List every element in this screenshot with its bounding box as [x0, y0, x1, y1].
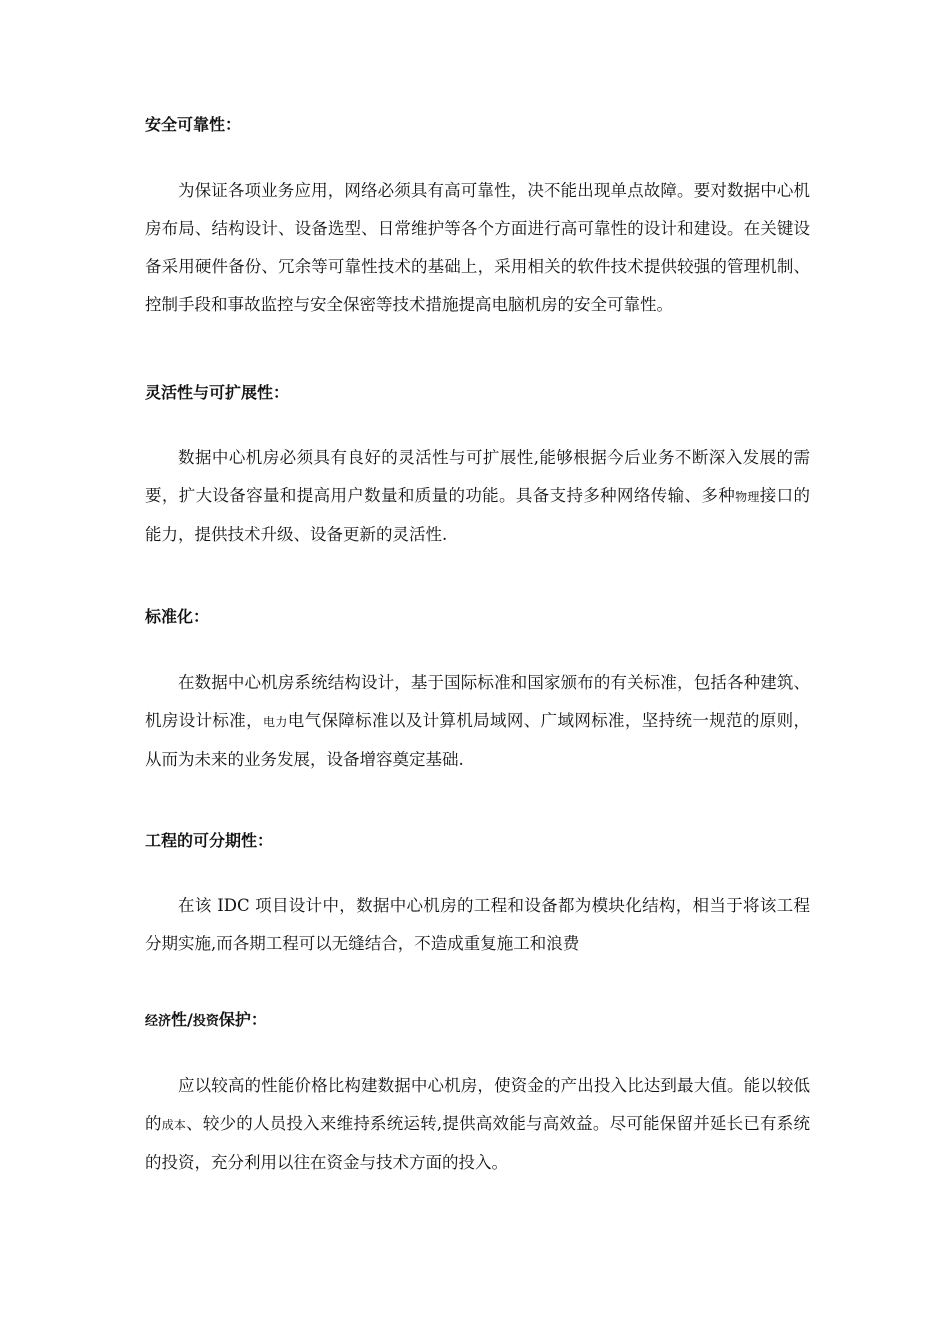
section-heading-economy: 经济性/投资保护： [145, 1010, 267, 1029]
section-heading-flexibility: 灵活性与可扩展性： [145, 383, 290, 402]
section-paragraph-economy: 应以较高的性能价格比构建数据中心机房，使资金的产出投入比达到最大值。能以较低的成本、较少的人员投入来维持系统运转,提供高效能与高效益。尽可能保留并延长已有系统的投资，充分利用以往在资金与技术方面的投入。 [145, 1076, 810, 1172]
section-heading-standardization: 标准化： [145, 607, 210, 626]
section-paragraph-flexibility: 数据中心机房必须具有良好的灵活性与可扩展性,能够根据今后业务不断深入发展的需要，扩大设备容量和提高用户数量和质量的功能。具备支持多种网络传输、多种物理接口的能力，提供技术升级、设备更新的灵活性. [145, 448, 810, 544]
section-heading-phasing: 工程的可分期性： [145, 831, 274, 850]
section-paragraph-phasing: 在该 IDC 项目设计中，数据中心机房的工程和设备都为模块化结构，相当于将该工程分期实施,而各期工程可以无缝结合，不造成重复施工和浪费 [145, 896, 810, 953]
section-paragraph-standardization: 在数据中心机房系统结构设计，基于国际标准和国家颁布的有关标准，包括各种建筑、机房设计标准，电力电气保障标准以及计算机局域网、广域网标准，坚持统一规范的原则，从而为未来的业务发展，设备增容奠定基础. [145, 673, 810, 769]
section-paragraph-safety: 为保证各项业务应用，网络必须具有高可靠性，决不能出现单点故障。要对数据中心机房布局、结构设计、设备选型、日常维护等各个方面进行高可靠性的设计和建设。在关键设备采用硬件备份、冗余等可靠性技术的基础上，采用相关的软件技术提供较强的管理机制、控制手段和事故监控与安全保密等技术措施提高电脑机房的安全可靠性。 [145, 181, 810, 314]
section-heading-safety: 安全可靠性： [145, 115, 242, 134]
